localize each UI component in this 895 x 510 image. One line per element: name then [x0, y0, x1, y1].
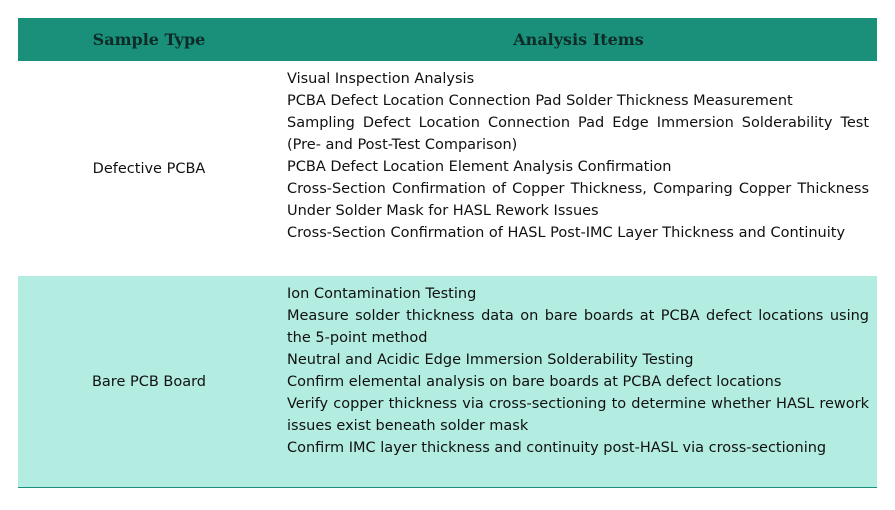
analysis-item: PCBA Defect Location Connection Pad Solder Thickness Measurement [287, 93, 793, 109]
analysis-item: Verify copper thickness via cross-sectioning to determine whether HASL rework issues exist beneath solder mask [287, 396, 869, 434]
analysis-item: Neutral and Acidic Edge Immersion Solderability Testing [287, 352, 694, 368]
analysis-item: Ion Contamination Testing [287, 286, 477, 302]
analysis-item: Cross-Section Confirmation of HASL Post-IMC Layer Thickness and Continuity [287, 225, 846, 241]
analysis-table [18, 18, 877, 488]
analysis-item: Visual Inspection Analysis [287, 71, 475, 87]
analysis-item: Confirm IMC layer thickness and continuity post-HASL via cross-sectioning [287, 440, 827, 456]
analysis-item: PCBA Defect Location Element Analysis Confirmation [287, 159, 672, 175]
table-row [18, 276, 877, 487]
table-row [18, 61, 877, 276]
sample-type-cell: Defective PCBA [92, 160, 206, 177]
analysis-items-cell [280, 61, 877, 276]
table-header [18, 18, 877, 61]
analysis-items-cell [280, 276, 877, 487]
header-sample-type: Sample Type [92, 30, 206, 49]
analysis-item: Measure solder thickness data on bare boards at PCBA defect locations using the 5-point method [287, 308, 869, 346]
analysis-item: Confirm elemental analysis on bare boards at PCBA defect locations [287, 374, 782, 390]
sample-type-cell: Bare PCB Board [91, 373, 207, 390]
analysis-item: Sampling Defect Location Connection Pad Edge Immersion Solderability Test (Pre- and Post-Test Comparison) [287, 115, 869, 153]
analysis-item: Cross-Section Confirmation of Copper Thickness, Comparing Copper Thickness Under Solder Mask for HASL Rework Issues [287, 181, 869, 219]
header-analysis-items: Analysis Items [513, 30, 644, 49]
